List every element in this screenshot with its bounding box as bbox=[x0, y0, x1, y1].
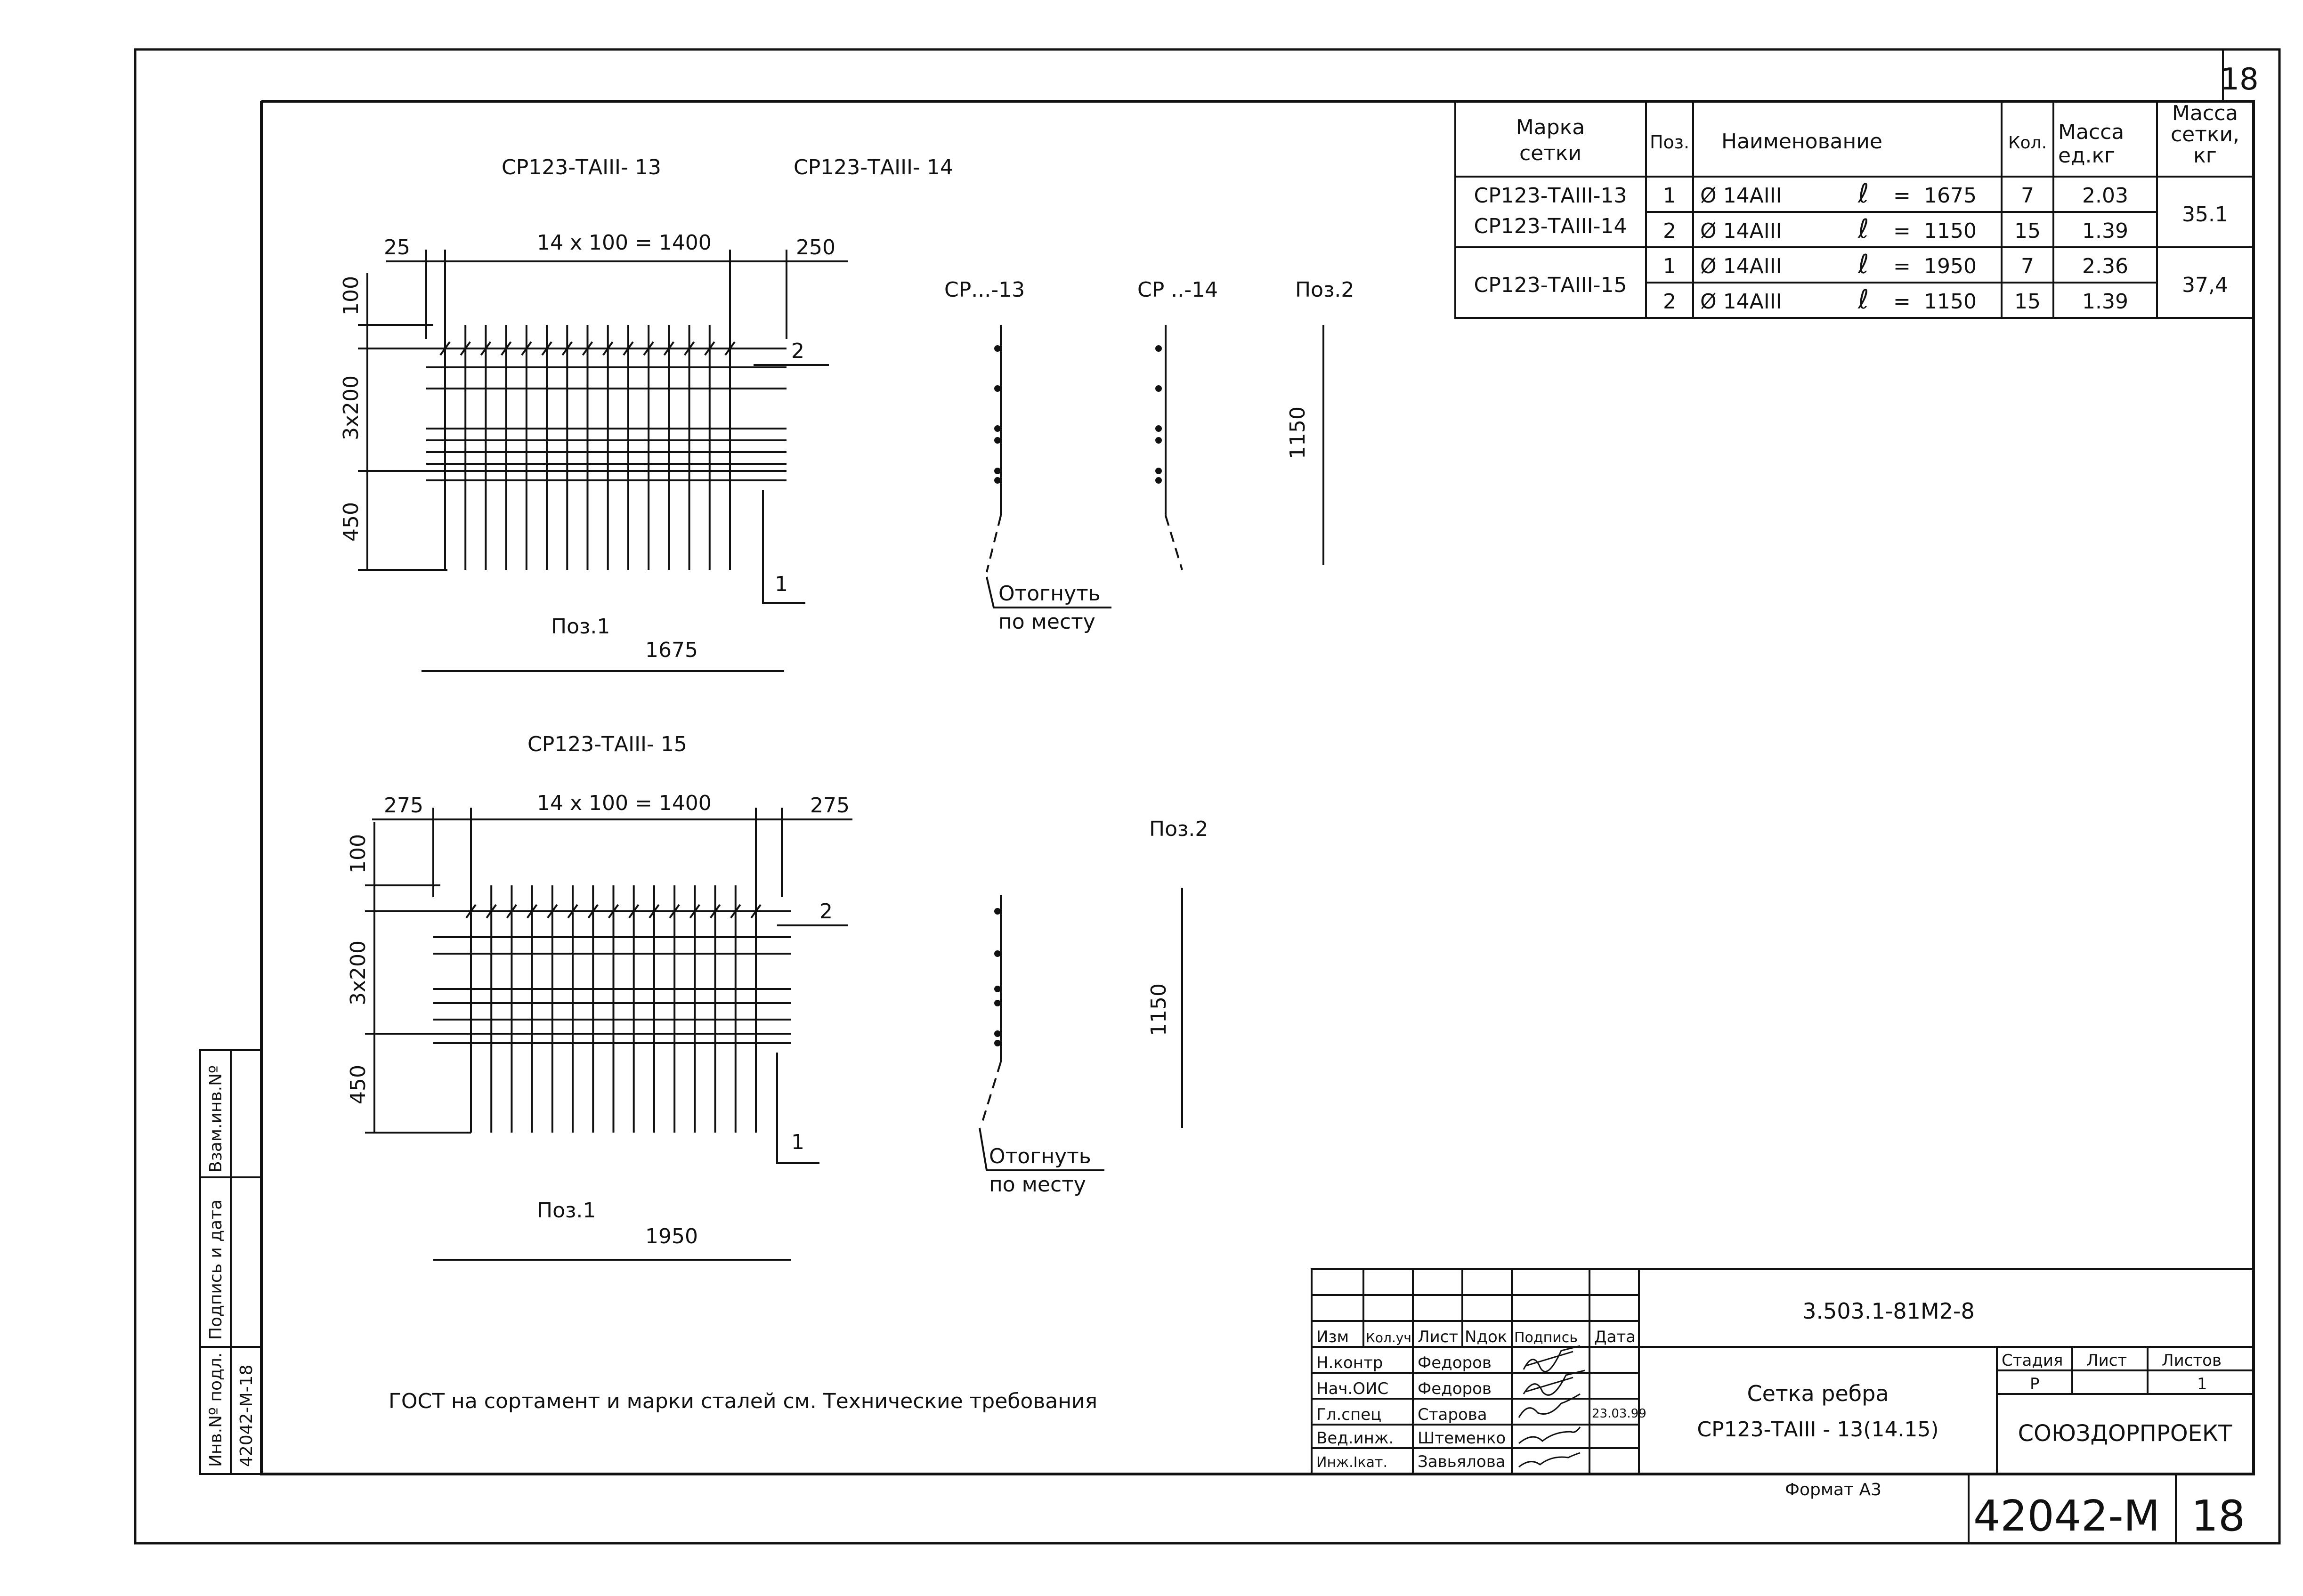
side-stamp-c2: Подпись и дата bbox=[206, 1199, 226, 1340]
top-side-13: СР...-13 bbox=[944, 278, 1025, 302]
g2r1-len: 1950 bbox=[1924, 254, 1977, 278]
tb-hdr-data: Дата bbox=[1594, 1328, 1636, 1346]
side-view-bar-dot bbox=[995, 1001, 1000, 1005]
g1r2-pos: 2 bbox=[1663, 219, 1676, 243]
g2r2-len: 1150 bbox=[1924, 290, 1977, 314]
tb-hdr-ndok: Nдок bbox=[1465, 1328, 1508, 1346]
tb-sheets-label: Листов bbox=[2162, 1351, 2222, 1370]
side-view-bar-dot bbox=[1156, 478, 1161, 483]
side-view-bar-dot bbox=[1156, 469, 1161, 473]
bot-dim-v2: 3x200 bbox=[346, 940, 370, 1005]
g2r2-qty: 15 bbox=[2014, 290, 2041, 314]
tb-hdr-koluch: Кол.уч bbox=[1366, 1330, 1411, 1345]
group2-mass: 37,4 bbox=[2182, 273, 2228, 297]
tb-role-1: Нач.ОИС bbox=[1316, 1379, 1389, 1398]
g2r2-l: ℓ bbox=[1858, 284, 1869, 315]
side-view-bar-dot bbox=[995, 951, 1000, 956]
hdr-mass-mesh-2: сетки, bbox=[2170, 122, 2240, 146]
g2r1-bar: Ø 14AIII bbox=[1700, 254, 1782, 278]
bot-pos2: Поз.2 bbox=[1149, 817, 1208, 841]
g2r2-eq: = bbox=[1893, 290, 1911, 314]
tb-stage: Р bbox=[2030, 1375, 2040, 1393]
g1r2-bar: Ø 14AIII bbox=[1700, 219, 1782, 243]
tb-sheet-label: Лист bbox=[2086, 1351, 2127, 1370]
archive-sheet: 18 bbox=[2191, 1491, 2246, 1541]
side-stamp-c3: Инв.Nº подл. bbox=[206, 1352, 226, 1467]
tb-name-0: Федоров bbox=[1418, 1353, 1492, 1372]
g1r2-l: ℓ bbox=[1858, 214, 1869, 244]
bot-pos1-length: 1950 bbox=[645, 1224, 698, 1248]
g1r2-len: 1150 bbox=[1924, 219, 1977, 243]
bot-pos-label-2: 2 bbox=[819, 899, 833, 924]
tb-org: СОЮЗДОРПРОЕКТ bbox=[2018, 1420, 2232, 1447]
g1r1-bar: Ø 14AIII bbox=[1700, 184, 1782, 208]
bot-dim-mid: 14 x 100 = 1400 bbox=[537, 791, 712, 815]
hdr-qty: Кол. bbox=[2008, 133, 2047, 153]
hdr-mark-1: Марка bbox=[1516, 115, 1585, 139]
tb-role-2: Гл.спец bbox=[1316, 1405, 1382, 1424]
g2r1-pos: 1 bbox=[1663, 254, 1676, 278]
tb-hdr-list: Лист bbox=[1418, 1328, 1459, 1346]
g2r2-mass: 1.39 bbox=[2082, 290, 2128, 314]
side-view-bar-dot bbox=[995, 987, 1000, 991]
bot-bend-1: Отогнуть bbox=[989, 1144, 1091, 1168]
top-bend-2: по месту bbox=[998, 610, 1095, 634]
hdr-mark-2: сетки bbox=[1519, 141, 1582, 165]
tb-name-4: Завьялова bbox=[1418, 1452, 1506, 1471]
tb-role-4: Инж.Iкат. bbox=[1316, 1454, 1387, 1471]
g1r1-qty: 7 bbox=[2021, 184, 2034, 208]
side-view-bar-dot bbox=[995, 1031, 1000, 1036]
side-view-bar-dot bbox=[995, 909, 1000, 914]
g2r2-pos: 2 bbox=[1663, 290, 1676, 314]
tb-role-0: Н.контр bbox=[1316, 1353, 1383, 1372]
g2r1-mass: 2.36 bbox=[2082, 254, 2128, 278]
g2r1-l: ℓ bbox=[1858, 249, 1869, 280]
top-pos2: Поз.2 bbox=[1295, 278, 1354, 302]
bot-dim-right: 275 bbox=[810, 794, 850, 818]
group1-mass: 35.1 bbox=[2182, 203, 2228, 227]
tb-date: 23.03.99 bbox=[1592, 1407, 1646, 1421]
top-pos1-length: 1675 bbox=[645, 638, 698, 662]
top-dim-v2: 3x200 bbox=[339, 375, 363, 440]
group2-mark-1: СР123-ТАIII-15 bbox=[1474, 273, 1627, 297]
tb-sheets: 1 bbox=[2197, 1375, 2207, 1393]
top-dim-right: 250 bbox=[796, 235, 835, 259]
hdr-mass-mesh-3: кг bbox=[2193, 144, 2217, 168]
top-side-14: СР ..-14 bbox=[1137, 278, 1218, 302]
tb-title-1: Сетка ребра bbox=[1747, 1381, 1889, 1406]
tb-name-3: Штеменко bbox=[1418, 1429, 1506, 1448]
bot-dim-left: 275 bbox=[384, 794, 423, 818]
side-view-bar-dot bbox=[995, 1041, 1000, 1045]
tb-hdr-izm: Изм bbox=[1316, 1328, 1349, 1346]
archive-number: 42042-М bbox=[1973, 1491, 2160, 1541]
tb-name-2: Старова bbox=[1418, 1405, 1487, 1424]
tb-hdr-podpis: Подпись bbox=[1514, 1329, 1578, 1346]
hdr-name: Наименование bbox=[1721, 130, 1882, 154]
side-view-bar-dot bbox=[995, 346, 1000, 351]
hdr-mass-unit-1: Масса bbox=[2058, 120, 2125, 144]
g1r2-mass: 1.39 bbox=[2082, 219, 2128, 243]
top-pos-label-1: 1 bbox=[775, 572, 788, 596]
group1-mark-1: СР123-ТАIII-13 bbox=[1474, 184, 1627, 208]
hdr-mass-mesh-1: Масса bbox=[2172, 101, 2238, 125]
side-view-bar-dot bbox=[1156, 426, 1161, 431]
format-label: Формат А3 bbox=[1785, 1480, 1882, 1499]
top-title-14: СР123-ТАIII- 14 bbox=[794, 155, 953, 179]
gost-note: ГОСТ на сортамент и марки сталей см. Технические требования bbox=[389, 1389, 1098, 1413]
top-dim-mid: 14 x 100 = 1400 bbox=[537, 231, 712, 255]
g1r1-eq: = bbox=[1893, 184, 1911, 208]
side-stamp-c3-value: 42042-М-18 bbox=[237, 1364, 256, 1467]
tb-role-3: Вед.инж. bbox=[1316, 1429, 1394, 1448]
bot-title-15: СР123-ТАIII- 15 bbox=[527, 732, 687, 756]
top-dim-left: 25 bbox=[384, 235, 410, 259]
side-view-bar-dot bbox=[1156, 438, 1161, 443]
top-dim-v3: 450 bbox=[339, 502, 363, 542]
g1r1-l: ℓ bbox=[1858, 178, 1869, 209]
side-view-bar-dot bbox=[995, 469, 1000, 473]
top-pos1-caption: Поз.1 bbox=[551, 615, 610, 639]
g2r1-qty: 7 bbox=[2021, 254, 2034, 278]
sheet-number: 18 bbox=[2220, 62, 2259, 97]
bot-bend-2: по месту bbox=[989, 1173, 1086, 1197]
side-view-bar-dot bbox=[1156, 386, 1161, 391]
tb-title-2: СР123-ТАIII - 13(14.15) bbox=[1697, 1418, 1939, 1442]
g1r2-eq: = bbox=[1893, 219, 1911, 243]
tb-stage-label: Стадия bbox=[2002, 1351, 2063, 1370]
g1r1-len: 1675 bbox=[1924, 184, 1977, 208]
top-dim-v1: 100 bbox=[339, 276, 363, 316]
side-view-bar-dot bbox=[1156, 346, 1161, 351]
hdr-pos: Поз. bbox=[1649, 132, 1690, 153]
top-bend-1: Отогнуть bbox=[998, 582, 1101, 606]
bot-pos-label-1: 1 bbox=[791, 1130, 804, 1154]
top-pos-label-2: 2 bbox=[791, 339, 804, 363]
side-view-bar-dot bbox=[995, 386, 1000, 391]
bot-dim-v1: 100 bbox=[346, 834, 370, 874]
g2r1-eq: = bbox=[1893, 254, 1911, 278]
side-stamp-c1: Взам.инв.Nº bbox=[206, 1065, 226, 1173]
side-view-bar-dot bbox=[995, 426, 1000, 431]
group1-mark-2: СР123-ТАIII-14 bbox=[1474, 214, 1627, 238]
top-pos2-length: 1150 bbox=[1286, 406, 1310, 459]
bot-pos2-length: 1150 bbox=[1147, 983, 1171, 1036]
bot-pos1-caption: Поз.1 bbox=[537, 1199, 596, 1223]
g1r1-mass: 2.03 bbox=[2082, 184, 2128, 208]
g1r1-pos: 1 bbox=[1663, 184, 1676, 208]
bot-dim-v3: 450 bbox=[346, 1065, 370, 1104]
side-view-bar-dot bbox=[995, 438, 1000, 443]
tb-doc-code: 3.503.1-81М2-8 bbox=[1802, 1298, 1975, 1324]
hdr-mass-unit-2: ед.кг bbox=[2058, 144, 2116, 168]
side-view-bar-dot bbox=[995, 478, 1000, 483]
tb-name-1: Федоров bbox=[1418, 1379, 1492, 1398]
g1r2-qty: 15 bbox=[2014, 219, 2041, 243]
top-title-13: СР123-ТАIII- 13 bbox=[502, 155, 661, 179]
g2r2-bar: Ø 14AIII bbox=[1700, 290, 1782, 314]
